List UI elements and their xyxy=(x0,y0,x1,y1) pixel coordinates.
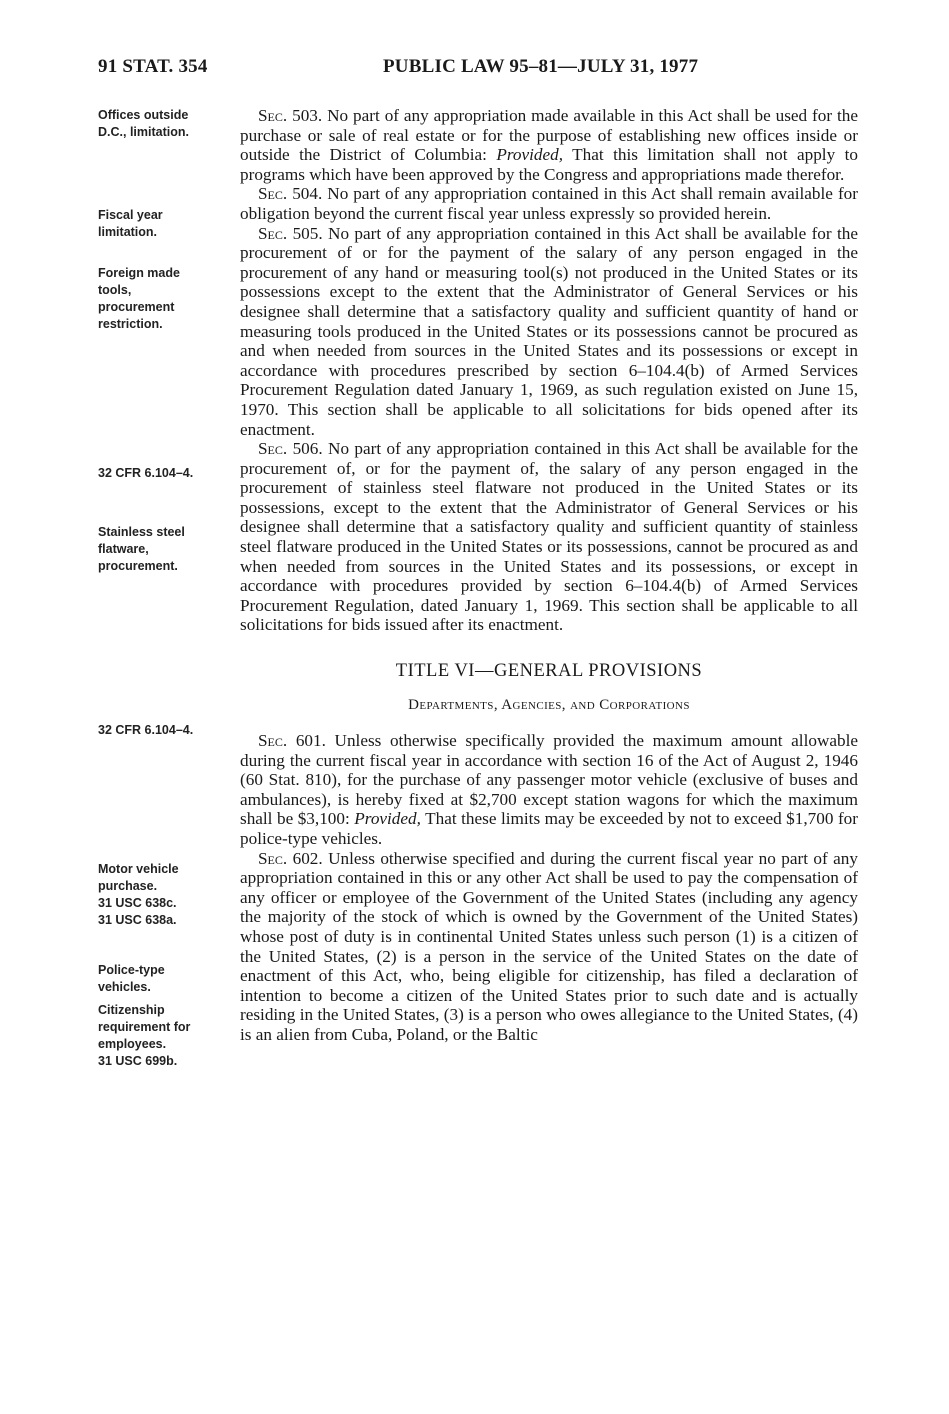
margin-note-line: 31 USC 699b. xyxy=(98,1054,178,1068)
margin-note-line: restriction. xyxy=(98,317,163,331)
margin-note-line: 31 USC 638a. xyxy=(98,913,177,927)
margin-note-fiscal-year xyxy=(98,207,238,241)
section-label: Sec. 503. xyxy=(258,106,323,125)
page-header xyxy=(0,56,949,82)
proviso-word: Provided, xyxy=(496,145,564,165)
margin-note-line: Offices outside xyxy=(98,108,189,122)
section-text: No part of any appropriation contained in this Act shall remain available for obligation beyond the current fiscal year unless expressly so provided herein. xyxy=(240,184,858,223)
margin-note-line: procurement xyxy=(98,300,175,314)
margin-note-motor-vehicle xyxy=(98,861,238,929)
margin-note-line: limitation. xyxy=(98,225,158,239)
section-504 xyxy=(240,184,858,223)
section-text: Unless otherwise specified and during the current fiscal year no part of any appropriation contained in this or any other Act shall be used to pay the compensation of any officer or employee of the Government of the United States (including any agency the majority of the stock of which is owned by the Government of the United States) whose post of duty is in continental United States unless such person (1) is a citizen of the United States, (2) is a person in the service of the United States on the date of enactment of this Act, who, being eligible for citizenship, has filed a declaration of intention to become a citizen of the United States prior to such date and is actually residing in the United States, (3) is a person who owes allegiance to the United States, (4) is an alien from Cuba, Poland, or the Baltic xyxy=(240,848,858,1044)
section-text: That these limits may be exceeded by not to exceed $1,700 for police-type vehicles. xyxy=(240,809,858,848)
section-601 xyxy=(240,731,858,849)
margin-note-line: D.C., limitation. xyxy=(98,125,189,139)
section-text: No part of any appropriation made available in this Act shall be used for the purchase or sale of real estate or for the purpose of establishing new offices inside or outside the District of Columbia: xyxy=(240,106,858,165)
margin-note-line: Police-type xyxy=(98,963,165,977)
section-text: That this limitation shall not apply to programs which have been approved by the Congress and appropriations made therefor. xyxy=(240,145,858,184)
section-text: No part of any appropriation contained in this Act shall be available for the procurement of or for the payment of the salary of any person engaged in the procurement of any hand or measuring tool(s) not produced in the United States or its possessions except to the extent that the Administrator of General Services or his designee shall determine that a satisfactory quality and sufficient quantity of hand or measuring tools produced in the United States or its possessions cannot be procured as and when needed from sources in the United States and its possessions or except in accordance with procedures prescribed by section 6–104.4(b) of Armed Services Procurement Regulation dated January 1, 1969, as such regulation existed on June 15, 1970. This section shall be applicable to all solicitations for bids opened after its enactment. xyxy=(240,223,858,439)
margin-note-police-vehicles xyxy=(98,962,238,996)
margin-note-line: flatware, xyxy=(98,542,149,556)
proviso-word: Provided, xyxy=(354,809,421,829)
margin-note-flatware xyxy=(98,524,238,575)
section-label: Sec. 601. xyxy=(258,731,326,751)
margin-note-offices xyxy=(98,107,238,141)
page-number: 91 STAT. 354 xyxy=(98,56,208,77)
section-label: Sec. 505. xyxy=(258,223,323,243)
running-title: PUBLIC LAW 95–81—JULY 31, 1977 xyxy=(383,56,699,77)
section-text: No part of any appropriation contained in this Act shall be available for the procurement of, or for the payment of, the salary of any person engaged in the procurement of stainless steel flatware not produced in the United States or its possessions, except to the extent that the Administrator of General Services or his designee shall determine that a satisfactory quality and sufficient quantity of stainless steel flatware produced in the United States or its possessions, cannot be procured as and when needed from sources in the United States and its possessions, or except in accordance with procedures provided by section 6–104.4(b) of Armed Services Procurement Regulation, dated January 1, 1969. This section shall be applicable to all solicitations for bids issued after its enactment. xyxy=(240,439,858,635)
section-506 xyxy=(240,439,858,635)
margin-note-line: Foreign made xyxy=(98,266,180,280)
margin-note-line: 32 CFR 6.104–4. xyxy=(98,466,194,480)
margin-note-cfr-citation xyxy=(98,722,238,739)
margin-note-line: 31 USC 638c. xyxy=(98,896,177,910)
section-label: Sec. 602. xyxy=(258,848,323,868)
section-text: Unless otherwise specifically provided the maximum amount allowable during the current fiscal year in accordance with section 16 of the Act of August 2, 1946 (60 Stat. 810), for the purchase of any passenger motor vehicle (exclusive of buses and ambulances), is hereby fixed at $2,700 except station wagons for which the maximum shall be $3,100: xyxy=(240,731,858,829)
sub-heading: Departments, Agencies, and Corporations xyxy=(408,697,690,714)
heading-spacer xyxy=(240,715,858,731)
margin-note-cfr-citation xyxy=(98,465,238,482)
margin-note-line: employees. xyxy=(98,1037,167,1051)
section-label: Sec. 504. xyxy=(258,184,323,204)
margin-note-line: 32 CFR 6.104–4. xyxy=(98,723,194,737)
margin-note-line: purchase. xyxy=(98,879,158,893)
margin-note-line: requirement for xyxy=(98,1020,191,1034)
margin-note-foreign-tools xyxy=(98,265,238,333)
margin-note-citizenship xyxy=(98,1002,238,1070)
section-503 xyxy=(240,106,858,184)
body-text xyxy=(240,106,858,1045)
section-505 xyxy=(240,224,858,440)
margin-note-line: Motor vehicle xyxy=(98,862,179,876)
margin-note-line: procurement. xyxy=(98,559,178,573)
margin-note-line: tools, xyxy=(98,283,132,297)
title-heading: TITLE VI—GENERAL PROVISIONS xyxy=(395,661,703,682)
margin-note-line: vehicles. xyxy=(98,980,151,994)
margin-note-line: Citizenship xyxy=(98,1003,165,1017)
margin-note-line: Stainless steel xyxy=(98,525,185,539)
section-602 xyxy=(240,849,858,1045)
margin-note-line: Fiscal year xyxy=(98,208,163,222)
section-label: Sec. 506. xyxy=(258,439,323,459)
